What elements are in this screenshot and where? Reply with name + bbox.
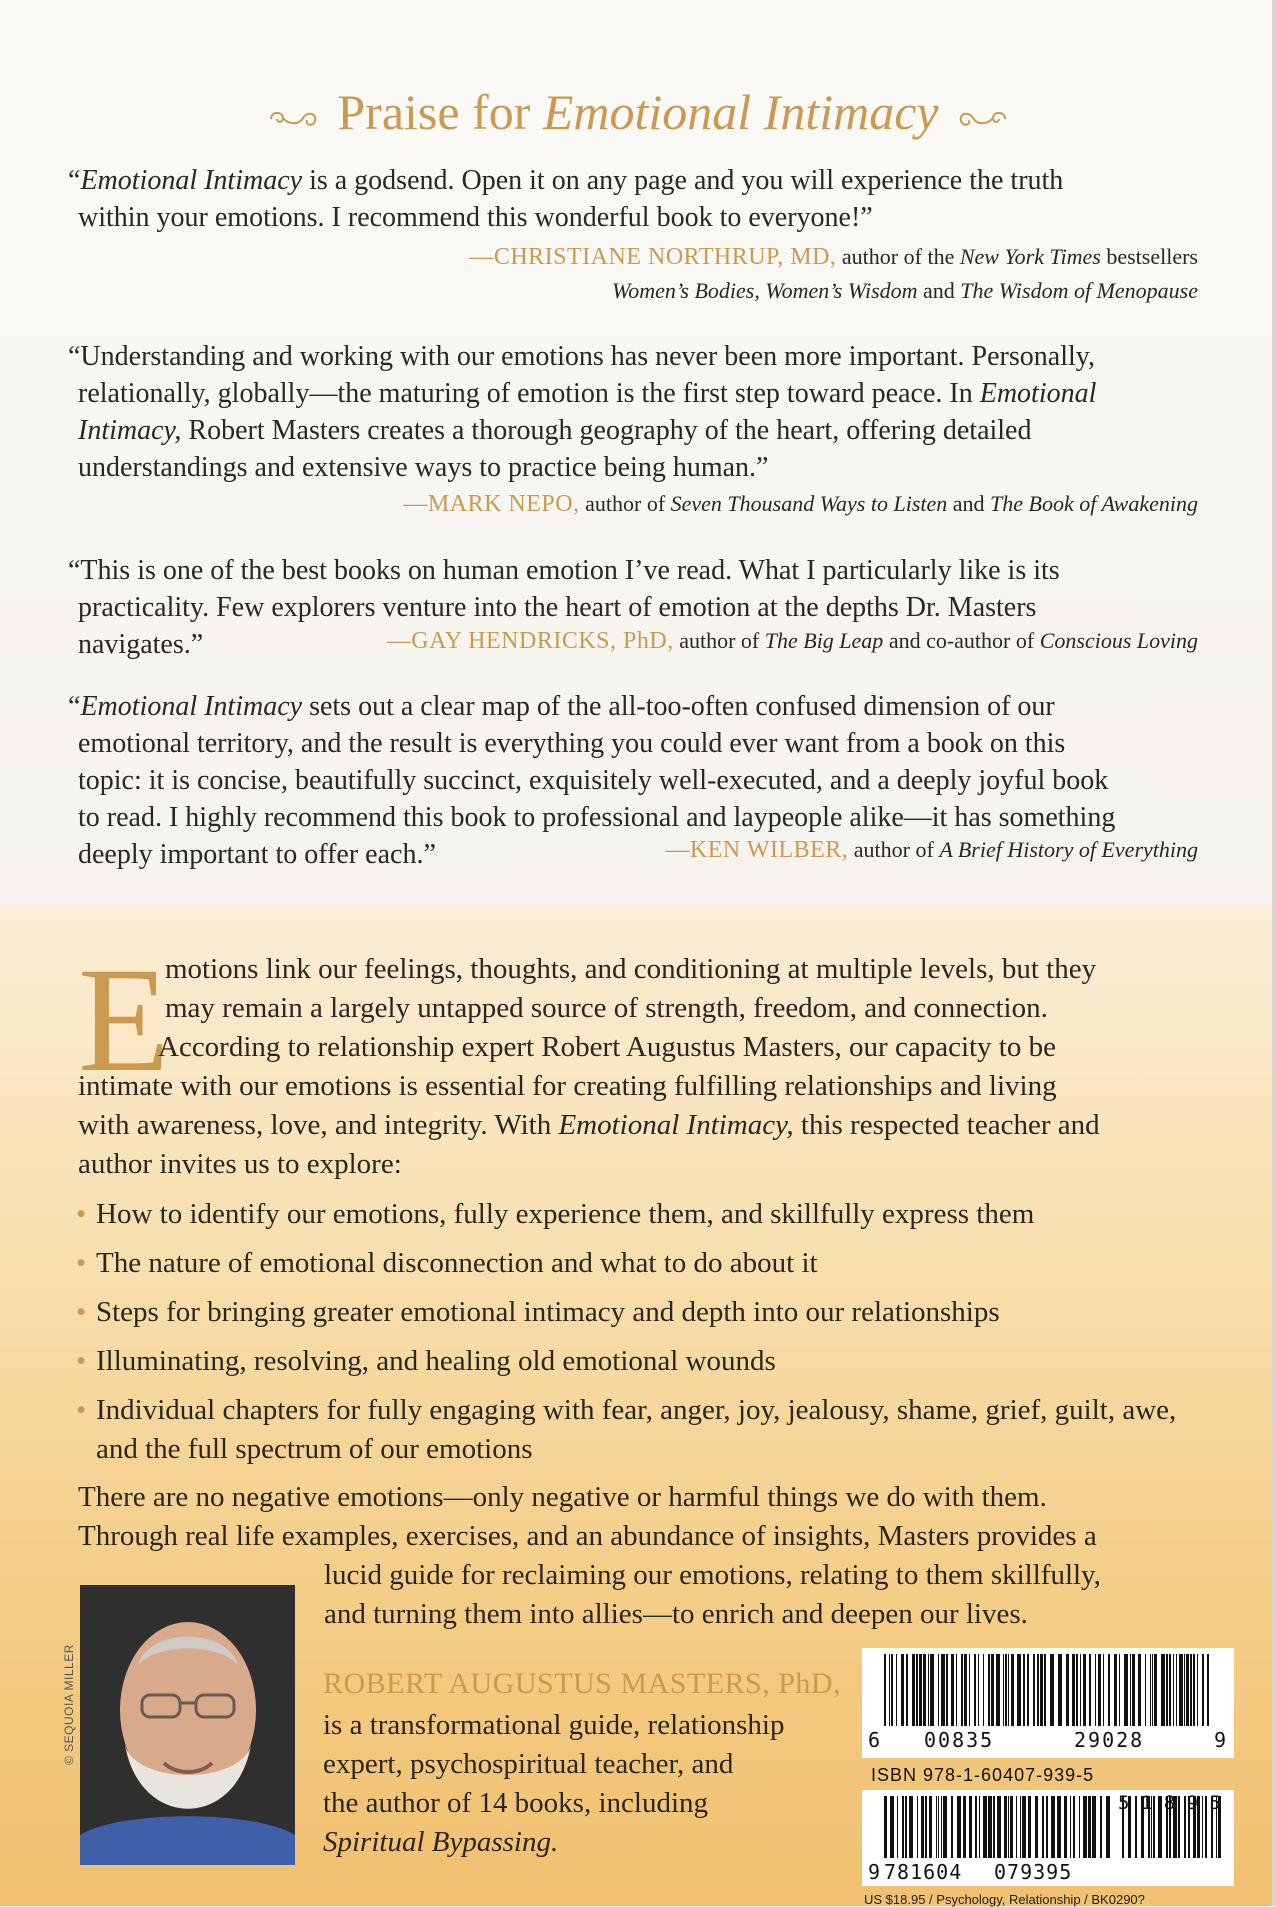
praise-heading	[0, 80, 1276, 144]
attribution-italic: Conscious Loving	[1039, 628, 1198, 653]
swirl-ornament-right-icon	[957, 105, 1009, 131]
attribution-line	[469, 274, 1198, 307]
isbn-addon-digits: 5 1 8 9 5	[1118, 1792, 1221, 1814]
list-item: • The nature of emotional disconnection and what to do about it	[76, 1244, 1206, 1283]
blurb-line: and turning them into allies—to enrich and deepen our lives.	[324, 1598, 1028, 1630]
blurb-intro	[78, 937, 1190, 1184]
quote-text: Robert Masters creates a thorough geography of the heart, offering detailed	[181, 415, 1032, 446]
open-quote: “	[68, 691, 81, 722]
attribution-italic: Seven Thousand Ways to Listen	[670, 491, 948, 516]
blurb-line: intimate with our emotions is essential for creating fulfilling relationships and living	[78, 1070, 1057, 1102]
quote-line: “This is one of the best books on human emotion I’ve read. What I particularly like is its	[68, 555, 1060, 586]
quote-line: to read. I highly recommend this book to professional and laypeople alike—it has something	[78, 802, 1116, 833]
upc-barcode	[862, 1648, 1234, 1758]
quote-northrup	[68, 162, 1198, 236]
book-title-italic: Emotional Intimacy	[80, 691, 303, 722]
open-quote: “	[68, 165, 81, 196]
blurb-line: may remain a largely untapped source of strength, freedom, and connection.	[165, 992, 1048, 1024]
bio-line: is a transformational guide, relationship	[323, 1709, 785, 1741]
quote-text: is a godsend. Open it on any page and you will experience the truth	[302, 165, 1064, 196]
attribution-italic: The Wisdom of Menopause	[960, 278, 1198, 303]
list-item: • Individual chapters for fully engaging with fear, anger, joy, jealousy, shame, grief, guilt, awe, and the full spectrum of our emotions	[76, 1391, 1186, 1469]
attribution-text: and	[917, 278, 961, 303]
attribution-northrup	[469, 240, 1198, 307]
isbn-group2: 079395	[994, 1860, 1073, 1884]
quote-text: sets out a clear map of the all-too-often confused dimension of our	[302, 691, 1055, 722]
page-edge	[1272, 0, 1276, 1906]
attribution-hendricks	[387, 624, 1198, 658]
upc-group2: 29028	[1074, 1728, 1145, 1752]
list-item: • Steps for bringing greater emotional intimacy and depth into our relationships	[76, 1293, 1206, 1332]
upc-group1: 00835	[924, 1728, 995, 1752]
upc-tail-digit: 9	[1214, 1728, 1227, 1752]
drop-cap: E	[78, 937, 170, 1103]
bio-line: expert, psychospiritual teacher, and	[323, 1748, 734, 1780]
quote-line: deeply important to offer each.”	[78, 839, 436, 870]
attribution-wilber	[665, 833, 1198, 867]
quote-line: practicality. Few explorers venture into the heart of emotion at the depths Dr. Masters	[78, 592, 1037, 623]
blurb-line: lucid guide for reclaiming our emotions, relating to them skillfully,	[324, 1559, 1101, 1591]
praise-heading-italic: Emotional Intimacy	[542, 84, 939, 140]
blurb-line: According to relationship expert Robert Augustus Masters, our capacity to be	[158, 1031, 1056, 1063]
blurb-line: There are no negative emotions—only negative or harmful things we do with them.	[78, 1481, 1047, 1513]
isbn-lead-digit: 9	[868, 1860, 881, 1884]
explore-list	[76, 1195, 1206, 1479]
quote-line	[68, 412, 1198, 449]
blurb-line: motions link our feelings, thoughts, and conditioning at multiple levels, but they	[165, 953, 1097, 985]
attribution-name: —CHRISTIANE NORTHRUP, MD,	[469, 244, 837, 270]
upc-barcode-bars-icon	[862, 1648, 1234, 1758]
book-title-italic: Spiritual Bypassing.	[323, 1826, 559, 1858]
isbn-group1: 781604	[884, 1860, 963, 1884]
blurb-line: author invites us to explore:	[78, 1148, 402, 1180]
attribution-text: and co-author of	[883, 628, 1040, 653]
price-category-line: US $18.95 / Psychology, Relationship / BK0290?	[864, 1892, 1145, 1907]
quote-line	[68, 162, 1198, 199]
attribution-text: author of	[848, 837, 940, 862]
attribution-name: —MARK NEPO,	[403, 491, 580, 517]
blurb-line: Through real life examples, exercises, and an abundance of insights, Masters provides a	[78, 1520, 1097, 1552]
quote-nepo	[68, 338, 1198, 486]
attribution-italic: The Book of Awakening	[990, 491, 1198, 516]
list-item: • Illuminating, resolving, and healing old emotional wounds	[76, 1342, 1206, 1381]
swirl-ornament-left-icon	[267, 105, 319, 131]
quote-line: within your emotions. I recommend this wonderful book to everyone!”	[78, 202, 873, 233]
list-item: • How to identify our emotions, fully experience them, and skillfully express them	[76, 1195, 1206, 1234]
isbn-barcode	[862, 1790, 1234, 1886]
upc-lead-digit: 6	[868, 1728, 881, 1752]
author-photo	[80, 1585, 295, 1865]
attribution-text: and	[947, 491, 991, 516]
attribution-text: author of the	[836, 244, 960, 269]
blurb-text: this respected teacher and	[793, 1109, 1100, 1141]
attribution-name: —KEN WILBER,	[665, 837, 849, 863]
author-bio	[323, 1706, 853, 1862]
attribution-text: author of	[673, 628, 765, 653]
bio-line: the author of 14 books, including	[323, 1787, 709, 1819]
book-title-italic: Emotional Intimacy	[80, 165, 303, 196]
quote-line: navigates.”	[78, 629, 204, 660]
quote-line	[68, 688, 1198, 725]
book-title-italic: Emotional Intimacy,	[558, 1109, 794, 1141]
quote-line: topic: it is concise, beautifully succinct, exquisitely well-executed, and a deeply joyful book	[78, 765, 1109, 796]
author-portrait-icon	[80, 1585, 295, 1865]
blurb-line	[78, 1106, 1190, 1145]
photo-credit: © SEQUOIA MILLER	[62, 1644, 76, 1765]
book-title-italic: Intimacy,	[78, 415, 182, 446]
attribution-italic: Women’s Bodies, Women’s Wisdom	[611, 278, 918, 303]
quote-line: emotional territory, and the result is everything you could ever want from a book on this	[78, 728, 1066, 759]
attribution-name: —GAY HENDRICKS, PhD,	[386, 628, 674, 654]
praise-heading-plain: Praise for	[337, 84, 531, 140]
attribution-text: bestsellers	[1100, 244, 1198, 269]
quote-line: understandings and extensive ways to practice being human.”	[78, 452, 769, 483]
author-name: ROBERT AUGUSTUS MASTERS, PhD,	[323, 1667, 842, 1700]
attribution-italic: The Big Leap	[764, 628, 884, 653]
book-title-italic: Emotional	[979, 378, 1097, 409]
attribution-italic: New York Times	[959, 244, 1101, 269]
attribution-nepo	[403, 487, 1198, 521]
blurb-text: with awareness, love, and integrity. With	[78, 1109, 559, 1141]
quote-text: relationally, globally—the maturing of emotion is the first step toward peace. In	[78, 378, 980, 409]
quote-line: “Understanding and working with our emotions has never been more important. Personally,	[68, 341, 1095, 372]
attribution-line	[469, 240, 1198, 274]
attribution-text: author of	[579, 491, 671, 516]
isbn-label: ISBN 978-1-60407-939-5	[871, 1765, 1095, 1785]
quote-line	[68, 375, 1198, 412]
attribution-italic: A Brief History of Everything	[939, 837, 1198, 862]
bio-line	[323, 1823, 853, 1862]
